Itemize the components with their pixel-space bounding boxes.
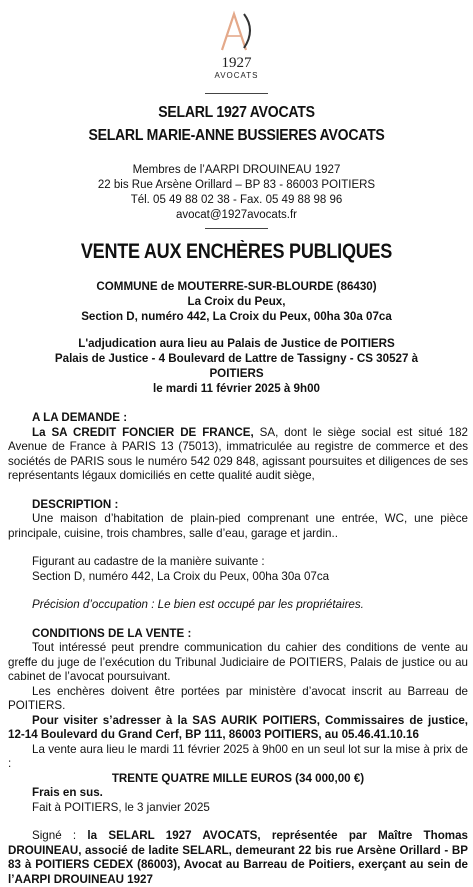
- done-at: Fait à POITIERS, le 3 janvier 2025: [32, 800, 210, 814]
- demande-paragraph: [8, 426, 468, 484]
- property-line: Section D, numéro 442, La Croix du Peux, 00ha 30a 07ca: [81, 310, 392, 323]
- firm-name-2: SELARL MARIE-ANNE BUSSIERES AVOCATS: [88, 127, 385, 144]
- fees-note: Frais en sus.: [32, 786, 103, 799]
- conditions-heading: CONDITIONS DE LA VENTE :: [32, 626, 192, 640]
- demande-text: SA, dont le siège social est situé 182 Avenue de France à PARIS 13 (75013), immatriculée au registre de commerce et des sociétés de PARIS sous le numéro 542 029 848, agissant poursuites et diligences de ses représentants légaux domiciliés en cette qualité audit siège,: [8, 425, 468, 482]
- logo-year: 1927: [221, 55, 252, 71]
- firm-logo: [0, 8, 473, 81]
- signature: [8, 829, 468, 887]
- description-text: Une maison d’habitation de plain-pied comprenant une entrée, WC, une pièce principale, cuisine, trois chambres, salle d’eau, garage et jardin..: [8, 512, 468, 540]
- visit-info: Pour visiter s’adresser à la SAS AURIK POITIERS, Commissaires de justice, 12-14 Boulevard du Grand Cerf, BP 111, 86003 POITIERS, au 05.46.41.10.16: [8, 713, 468, 741]
- conditions-paragraph: Les enchères doivent être portées par ministère d’avocat inscrit au Barreau de POITIERS.: [8, 684, 468, 712]
- reserve-price: TRENTE QUATRE MILLE EUROS (34 000,00 €): [111, 771, 365, 785]
- signature-text: la SELARL 1927 AVOCATS, représentée par Maître Thomas DROUINEAU, associé de ladite SELARL, demeurant 22 bis rue Arsène Orillard - BP 83 à POITIERS CEDEX (86003), Avocat au Barreau de Poitiers, exerçant au sein de l’AARPI DROUINEAU 1927: [8, 829, 468, 886]
- occupation-note: Précision d’occupation : Le bien est occupé par les propriétaires.: [32, 598, 364, 611]
- cadastre-reference: Section D, numéro 442, La Croix du Peux, 00ha 30a 07ca: [32, 569, 330, 583]
- notice-title: VENTE AUX ENCHÈRES PUBLIQUES: [80, 240, 393, 263]
- logo-name: AVOCATS: [214, 71, 259, 80]
- description-heading: DESCRIPTION :: [32, 497, 119, 511]
- divider: [205, 93, 268, 94]
- sale-info: La vente aura lieu le mardi 11 février 2025 à 9h00 en un seul lot sur la mise à prix de :: [8, 742, 468, 770]
- email-line: avocat@1927avocats.fr: [176, 209, 297, 221]
- signature-prefix: Signé :: [32, 829, 88, 842]
- phone-line: Tél. 05 49 88 02 38 - Fax. 05 49 88 98 96: [130, 194, 343, 206]
- adjudication-line: Palais de Justice - 4 Boulevard de Lattre de Tassigny - CS 30527 à: [54, 352, 419, 365]
- conditions-paragraph: Tout intéressé peut prendre communication du cahier des conditions de vente au greffe du juge de l’exécution du Tribunal Judiciaire de POITIERS, Palais de justice ou au cabinet de l’avocat poursuivant.: [8, 641, 468, 683]
- adjudication-line: POITIERS: [209, 367, 264, 380]
- address-line: 22 bis Rue Arsène Orillard – BP 83 - 86003 POITIERS: [97, 179, 376, 191]
- demande-heading: A LA DEMANDE :: [32, 411, 128, 424]
- adjudication-line: le mardi 11 février 2025 à 9h00: [153, 382, 320, 395]
- property-line: La Croix du Peux,: [187, 295, 286, 308]
- firm-name-1: SELARL 1927 AVOCATS: [158, 104, 315, 121]
- adjudication-line: L'adjudication aura lieu au Palais de Justice de POITIERS: [78, 337, 395, 350]
- divider: [205, 228, 268, 229]
- cadastre-intro: Figurant au cadastre de la manière suivante :: [32, 555, 265, 568]
- logo-monogram-icon: [214, 8, 260, 54]
- notice-body: [8, 411, 468, 887]
- property-line: COMMUNE de MOUTERRE-SUR-BLOURDE (86430): [96, 280, 377, 293]
- demande-party: La SA CREDIT FONCIER DE FRANCE,: [32, 425, 254, 439]
- address-line: Membres de l’AARPI DROUINEAU 1927: [132, 164, 341, 176]
